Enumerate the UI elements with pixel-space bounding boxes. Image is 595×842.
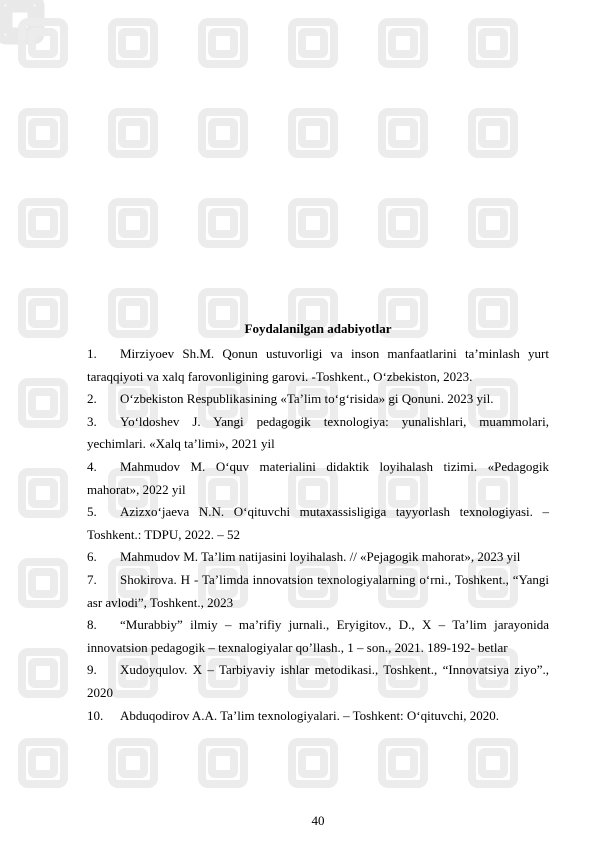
reference-item — [87, 659, 549, 704]
reference-text: Mahmudov M. Ta’lim natijasini loyihalash. // «Pejagogik mahorat», 2023 yil — [120, 549, 521, 565]
references-list — [87, 343, 549, 727]
reference-item — [87, 705, 549, 728]
reference-number: 1. — [87, 346, 97, 361]
references-heading: Foydalanilgan adabiyotlar — [244, 321, 392, 336]
reference-text: Abduqodirov A.A. Ta’lim texnologiyalari. – Toshkent: O‘qituvchi, 2020. — [120, 707, 499, 723]
reference-item — [87, 411, 549, 456]
reference-number: 2. — [87, 391, 97, 407]
reference-number: 3. — [87, 413, 97, 429]
reference-text: Azizxo‘jaeva N.N. O‘qituvchi mutaxassisligiga tayyorlash texnologiyasi. – Toshkent.: TDPU, 2022. – 52 — [87, 504, 549, 542]
reference-item — [87, 501, 549, 546]
reference-text: Shokirova. H - Ta’limda innovatsion texnologiyalarning o‘rni., Toshkent., “Yangi asr avlodi”, Toshkent., 2023 — [87, 571, 549, 610]
reference-item — [87, 388, 549, 411]
reference-text: Mirziyoev Sh.M. Qonun ustuvorligi va inson manfaatlarini ta’minlash yurt taraqqiyoti va xalq farovonligining garovi. -Toshkent., O‘zbekiston, 2023. — [87, 346, 549, 384]
reference-item — [87, 343, 549, 388]
reference-number: 5. — [87, 504, 97, 520]
reference-number: 9. — [87, 662, 97, 678]
reference-item — [87, 614, 549, 659]
page-number: 40 — [311, 813, 325, 828]
reference-number: 8. — [87, 617, 97, 633]
reference-number: 4. — [87, 458, 97, 474]
reference-item — [87, 546, 549, 569]
reference-text: Mahmudov M. O‘quv materialini didaktik loyihalash tizimi. «Pedagogik mahorat», 2022 yil — [87, 458, 549, 497]
reference-text: Yo‘ldoshev J. Yangi pedagogik texnologiya: yunalishlari, muammolari, yechimlari. «Xalq ta’limi», 2021 yil — [87, 413, 549, 452]
reference-text: Xudoyqulov. X – Tarbiyaviy ishlar metodikasi., Toshkent., “Innovatsiya ziyo”., 2020 — [87, 662, 549, 700]
reference-text: O‘zbekiston Respublikasining «Ta’lim to‘g‘risida» gi Qonuni. 2023 yil. — [120, 391, 494, 407]
reference-text: “Murabbiy” ilmiy – ma’rifiy jurnali., Eryigitov., D., X – Ta’lim jarayonida innovatsion pedagogik – texnalogiyalar qo’llash., 1 – son., 2021. 189-192- betlar — [87, 617, 549, 655]
reference-number: 7. — [87, 571, 97, 587]
reference-item — [87, 569, 549, 614]
reference-item — [87, 456, 549, 501]
reference-number: 6. — [87, 549, 97, 565]
reference-number: 10. — [87, 707, 104, 723]
